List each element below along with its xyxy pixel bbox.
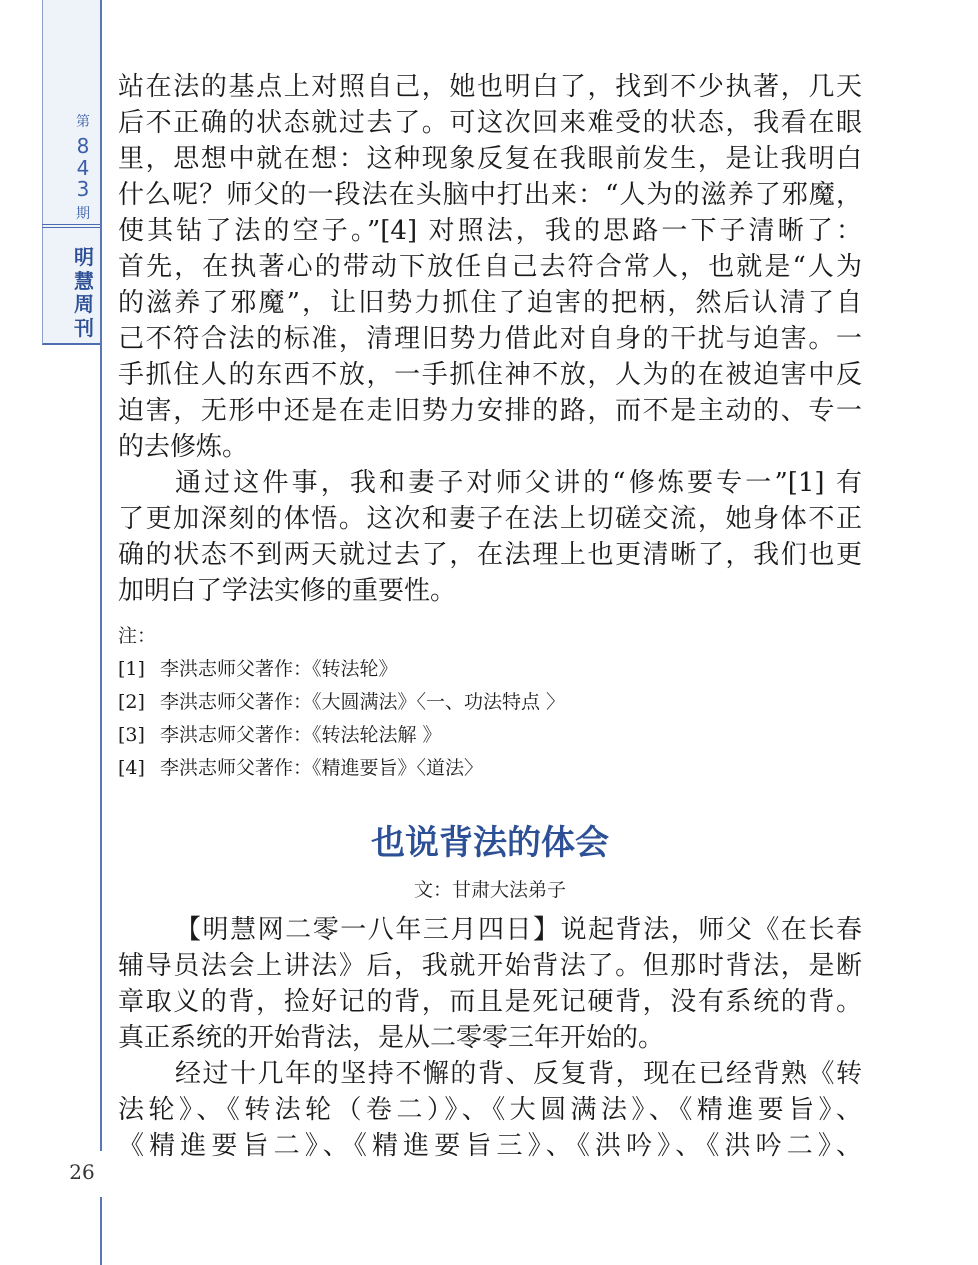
text-line: 【明慧网二零一八年三月四日】说起背法，师父《在长春 [175, 915, 862, 945]
text-line: 手抓住人的东西不放，一手抓住神不放，人为的在被迫害中反 [118, 360, 862, 390]
paragraph [118, 465, 862, 609]
footnote-item [118, 719, 862, 752]
paragraph [118, 69, 862, 465]
text-line: 加明白了学法实修的重要性。 [118, 576, 457, 606]
margin-rule [100, 1197, 102, 1265]
sidebar-divider [42, 224, 100, 228]
text-line: 首先，在执著心的带动下放任自己去符合常人，也就是“人为 [118, 252, 862, 282]
text-line: 的滋养了邪魔”，让旧势力抓住了迫害的把柄，然后认清了自 [118, 288, 862, 318]
text-line: 了更加深刻的体悟。这次和妻子在法上切磋交流，她身体不正 [118, 504, 862, 534]
article-byline: 文：甘肃大法弟子 [413, 879, 566, 901]
margin-rule [100, 0, 102, 1151]
footnote-ref: [1] [118, 658, 145, 680]
footnotes-heading: 注： [118, 625, 157, 647]
text-line: 法轮》、《转法轮（卷二）》、《大圆满法》、《精進要旨》、 [118, 1095, 862, 1125]
text-line: 辅导员法会上讲法》后，我就开始背法了。但那时背法，是断 [118, 951, 862, 981]
text-line: 己不符合法的标准，清理旧势力借此对自身的干扰与迫害。一 [118, 324, 862, 354]
page-number: 26 [69, 1160, 95, 1184]
text-line: 《精進要旨二》、《精進要旨三》、《洪吟》、《洪吟二》、 [118, 1131, 862, 1161]
footnote-ref: [3] [118, 724, 145, 746]
issue-number: 843 [76, 134, 90, 201]
footnote-item [118, 752, 862, 785]
text-line: 真正系统的开始背法，是从二零零三年开始的。 [118, 1023, 665, 1053]
text-line: 站在法的基点上对照自己，她也明白了，找到不少执著，几天 [118, 72, 862, 102]
footnote-text: 李洪志师父著作：《转法轮法解 》 [160, 724, 442, 746]
text-line: 里，思想中就在想：这种现象反复在我眼前发生，是让我明白 [118, 144, 862, 174]
footnotes [118, 620, 862, 785]
footnote-item [118, 686, 862, 719]
text-line: 的去修炼。 [118, 432, 249, 462]
paragraph [118, 1056, 862, 1164]
footnote-ref: [2] [118, 691, 145, 713]
magazine-name: 明慧周刊 [74, 245, 94, 340]
prev-article-body [118, 69, 862, 609]
paragraph [118, 912, 862, 1056]
issue-suffix: 期 [76, 206, 90, 222]
article-body [118, 912, 862, 1164]
text-line: 使其钻了法的空子。”[4] 对照法，我的思路一下子清晰了： [118, 216, 862, 246]
text-line: 章取义的背，捡好记的背，而且是死记硬背，没有系统的背。 [118, 987, 862, 1017]
text-line: 确的状态不到两天就过去了，在法理上也更清晰了，我们也更 [118, 540, 862, 570]
text-line: 迫害，无形中还是在走旧势力安排的路，而不是主动的、专一 [118, 396, 862, 426]
footnote-text: 李洪志师父著作：《转法轮》 [160, 658, 398, 680]
issue-prefix: 第 [76, 114, 90, 130]
text-line: 后不正确的状态就过去了。可这次回来难受的状态，我看在眼 [118, 108, 862, 138]
footnote-text: 李洪志师父著作：《大圆满法》〈一、功法特点 〉 [160, 691, 566, 713]
footnote-item [118, 653, 862, 686]
text-line: 经过十几年的坚持不懈的背、反复背，现在已经背熟《转 [175, 1059, 862, 1089]
article-title: 也说背法的体会 [371, 823, 609, 863]
text-line: 通过这件事，我和妻子对师父讲的“修炼要专一”[1] 有 [175, 468, 862, 498]
text-line: 什么呢？师父的一段法在头脑中打出来：“人为的滋养了邪魔， [118, 180, 862, 210]
footnote-ref: [4] [118, 757, 145, 779]
footnote-text: 李洪志师父著作：《精進要旨》〈道法〉 [160, 757, 484, 779]
